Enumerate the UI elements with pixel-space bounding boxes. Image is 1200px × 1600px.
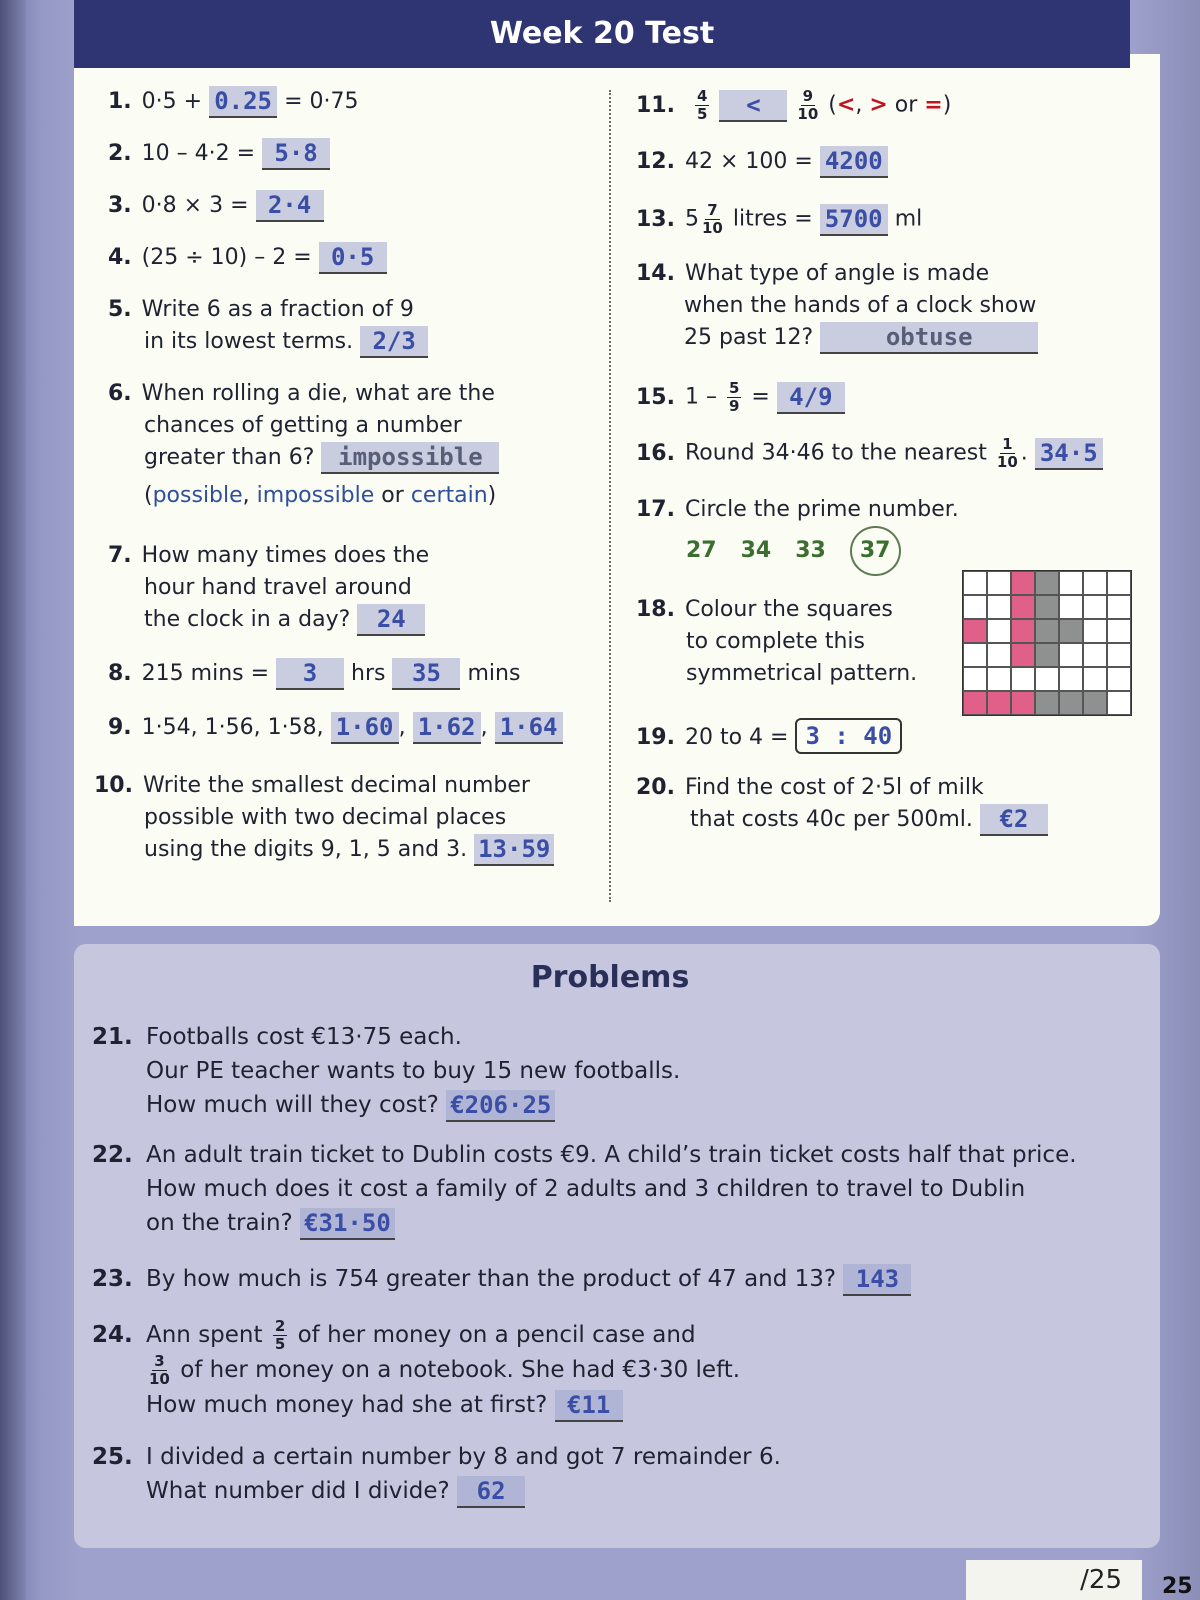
grid-cell[interactable] xyxy=(1059,643,1083,667)
fraction-4-5: $\frac{4}{5}$ xyxy=(696,87,708,123)
answer-10[interactable]: 13·59 xyxy=(474,834,554,866)
grid-cell[interactable] xyxy=(963,571,987,595)
question-11: 11. $\frac{4}{5}$ < $\frac{9}{10}$ (<, > or =) xyxy=(636,87,952,123)
answer-9a[interactable]: 1·60 xyxy=(331,712,399,744)
answer-5[interactable]: 2/3 xyxy=(360,326,428,358)
grid-cell[interactable] xyxy=(1059,619,1083,643)
grid-cell[interactable] xyxy=(987,643,1011,667)
grid-cell[interactable] xyxy=(1035,667,1059,691)
question-4: 4. (25 ÷ 10) – 2 = 0·5 xyxy=(108,242,387,274)
answer-19[interactable]: 3 : 40 xyxy=(795,718,902,754)
grid-cell[interactable] xyxy=(1035,571,1059,595)
question-16: 16. Round 34·46 to the nearest $\frac{1}{10}$ . 34·5 xyxy=(636,436,1103,471)
problems-title: Problems xyxy=(530,960,690,995)
grid-cell[interactable] xyxy=(963,691,987,715)
answer-12[interactable]: 4200 xyxy=(820,146,888,178)
answer-2[interactable]: 5·8 xyxy=(262,138,330,170)
grid-cell[interactable] xyxy=(963,643,987,667)
grid-cell[interactable] xyxy=(1035,595,1059,619)
grid-cell[interactable] xyxy=(1059,667,1083,691)
problem-23: 23. By how much is 754 greater than the product of 47 and 13? 143 xyxy=(92,1262,911,1296)
problem-21: 21. Footballs cost €13·75 each. Our PE teacher wants to buy 15 new footballs. How much will they cost? €206·25 xyxy=(92,1020,680,1122)
answer-15[interactable]: 4/9 xyxy=(777,382,845,414)
fraction-1-10: $\frac{1}{10}$ xyxy=(996,435,1018,471)
answer-23[interactable]: 143 xyxy=(843,1264,911,1296)
answer-8-mins[interactable]: 35 xyxy=(392,658,460,690)
problem-25: 25. I divided a certain number by 8 and got 7 remainder 6. What number did I divide? 62 xyxy=(92,1440,781,1508)
question-7: 7. How many times does the hour hand travel around the clock in a day? 24 xyxy=(108,540,429,636)
grid-cell[interactable] xyxy=(1035,691,1059,715)
score-box: /25 xyxy=(966,1560,1142,1600)
problem-22: 22. An adult train ticket to Dublin costs €9. A child’s train ticket costs half that price. How much does it cost a family of 2 adults and 3 children to travel to Dublin on the train? €31·50 xyxy=(92,1138,1077,1240)
grid-cell[interactable] xyxy=(1107,691,1131,715)
question-8: 8. 215 mins = 3 hrs 35 mins xyxy=(108,658,520,690)
problem-24: 24. Ann spent $\frac{2}{5}$ of her money on a pencil case and $\frac{3}{10}$ of her money on a notebook. She had €3·30 left. How much money had she at first? €11 xyxy=(92,1318,740,1422)
answer-6[interactable]: impossible xyxy=(321,442,499,474)
question-5: 5. Write 6 as a fraction of 9 in its lowest terms. 2/3 xyxy=(108,294,428,358)
fraction-9-10: $\frac{9}{10}$ xyxy=(797,87,819,123)
answer-1[interactable]: 0.25 xyxy=(209,86,277,118)
question-10: 10. Write the smallest decimal number possible with two decimal places using the digits 9, 1, 5 and 3. 13·59 xyxy=(94,770,554,866)
answer-20[interactable]: €2 xyxy=(980,804,1048,836)
grid-cell[interactable] xyxy=(987,667,1011,691)
grid-cell[interactable] xyxy=(1083,619,1107,643)
grid-cell[interactable] xyxy=(1059,571,1083,595)
grid-cell[interactable] xyxy=(1011,667,1035,691)
fraction-5-9: $\frac{5}{9}$ xyxy=(728,379,740,415)
grid-cell[interactable] xyxy=(1035,643,1059,667)
question-3: 3. 0·8 × 3 = 2·4 xyxy=(108,190,324,222)
grid-cell[interactable] xyxy=(1107,667,1131,691)
grid-cell[interactable] xyxy=(1083,595,1107,619)
answer-13[interactable]: 5700 xyxy=(820,204,888,236)
grid-cell[interactable] xyxy=(1083,571,1107,595)
answer-3[interactable]: 2·4 xyxy=(256,190,324,222)
option-33[interactable]: 33 xyxy=(795,538,826,563)
question-18: 18. Colour the squares to complete this symmetrical pattern. xyxy=(636,597,918,686)
question-17: 17. Circle the prime number. 27 34 33 37 xyxy=(636,494,959,576)
grid-cell[interactable] xyxy=(1035,619,1059,643)
grid-cell[interactable] xyxy=(1107,571,1131,595)
grid-cell[interactable] xyxy=(963,595,987,619)
answer-14[interactable]: obtuse xyxy=(820,322,1038,354)
grid-cell[interactable] xyxy=(987,595,1011,619)
book-spine xyxy=(0,0,26,1600)
page-number: 25 xyxy=(1162,1574,1193,1599)
option-34[interactable]: 34 xyxy=(740,538,772,563)
fraction-7-10: $\frac{7}{10}$ xyxy=(701,201,723,237)
comparison-hint: (<, > or =) xyxy=(828,92,952,118)
options-6: (possible, impossible or certain) xyxy=(144,483,497,508)
answer-24[interactable]: €11 xyxy=(555,1390,623,1422)
grid-cell[interactable] xyxy=(1059,691,1083,715)
question-12: 12. 42 × 100 = 4200 xyxy=(636,146,888,178)
answer-11[interactable]: < xyxy=(719,90,787,122)
option-37-circled[interactable]: 37 xyxy=(850,526,901,576)
question-20: 20. Find the cost of 2·5l of milk that costs 40c per 500ml. €2 xyxy=(636,772,1048,836)
grid-cell[interactable] xyxy=(987,691,1011,715)
question-6: 6. When rolling a die, what are the chances of getting a number greater than 6? impossible (possible, impossible or certain) xyxy=(108,378,499,518)
grid-cell[interactable] xyxy=(987,619,1011,643)
grid-cell[interactable] xyxy=(987,571,1011,595)
question-19: 19. 20 to 4 = 3 : 40 xyxy=(636,718,902,754)
question-2: 2. 10 – 4·2 = 5·8 xyxy=(108,138,330,170)
grid-cell[interactable] xyxy=(1011,643,1035,667)
answer-4[interactable]: 0·5 xyxy=(319,242,387,274)
grid-cell[interactable] xyxy=(1083,667,1107,691)
grid-cell[interactable] xyxy=(1011,571,1035,595)
answer-8-hours[interactable]: 3 xyxy=(276,658,344,690)
answer-9c[interactable]: 1·64 xyxy=(495,712,563,744)
grid-cell[interactable] xyxy=(1107,595,1131,619)
grid-cell[interactable] xyxy=(963,619,987,643)
grid-cell[interactable] xyxy=(1011,619,1035,643)
answer-25[interactable]: 62 xyxy=(457,1476,525,1508)
option-27[interactable]: 27 xyxy=(686,538,717,563)
question-14: 14. What type of angle is made when the hands of a clock show 25 past 12? obtuse xyxy=(636,258,1038,354)
question-13: 13. 5 $\frac{7}{10}$ litres = 5700 ml xyxy=(636,201,923,237)
column-divider xyxy=(609,90,611,902)
answer-21[interactable]: €206·25 xyxy=(446,1090,555,1122)
answer-16[interactable]: 34·5 xyxy=(1035,438,1103,470)
grid-cell[interactable] xyxy=(1107,619,1131,643)
answer-22[interactable]: €31·50 xyxy=(300,1208,395,1240)
grid-cell[interactable] xyxy=(1011,691,1035,715)
answer-7[interactable]: 24 xyxy=(357,604,425,636)
prime-options xyxy=(636,538,925,563)
symmetry-grid[interactable] xyxy=(962,570,1132,716)
grid-cell[interactable] xyxy=(1083,691,1107,715)
fraction-3-10: $\frac{3}{10}$ xyxy=(149,1352,170,1388)
fraction-2-5: $\frac{2}{5}$ xyxy=(274,1317,286,1353)
grid-cell[interactable] xyxy=(1059,595,1083,619)
question-9: 9. 1·54, 1·56, 1·58, 1·60 , 1·62 , 1·64 xyxy=(108,712,563,744)
question-1: 1. 0·5 + 0.25 = 0·75 xyxy=(108,86,359,118)
question-15: 15. 1 – $\frac{5}{9}$ = 4/9 xyxy=(636,380,845,415)
grid-cell[interactable] xyxy=(1107,643,1131,667)
grid-cell[interactable] xyxy=(1083,643,1107,667)
grid-cell[interactable] xyxy=(1011,595,1035,619)
grid-cell[interactable] xyxy=(963,667,987,691)
answer-9b[interactable]: 1·62 xyxy=(413,712,481,744)
page-title: Week 20 Test xyxy=(74,0,1130,68)
